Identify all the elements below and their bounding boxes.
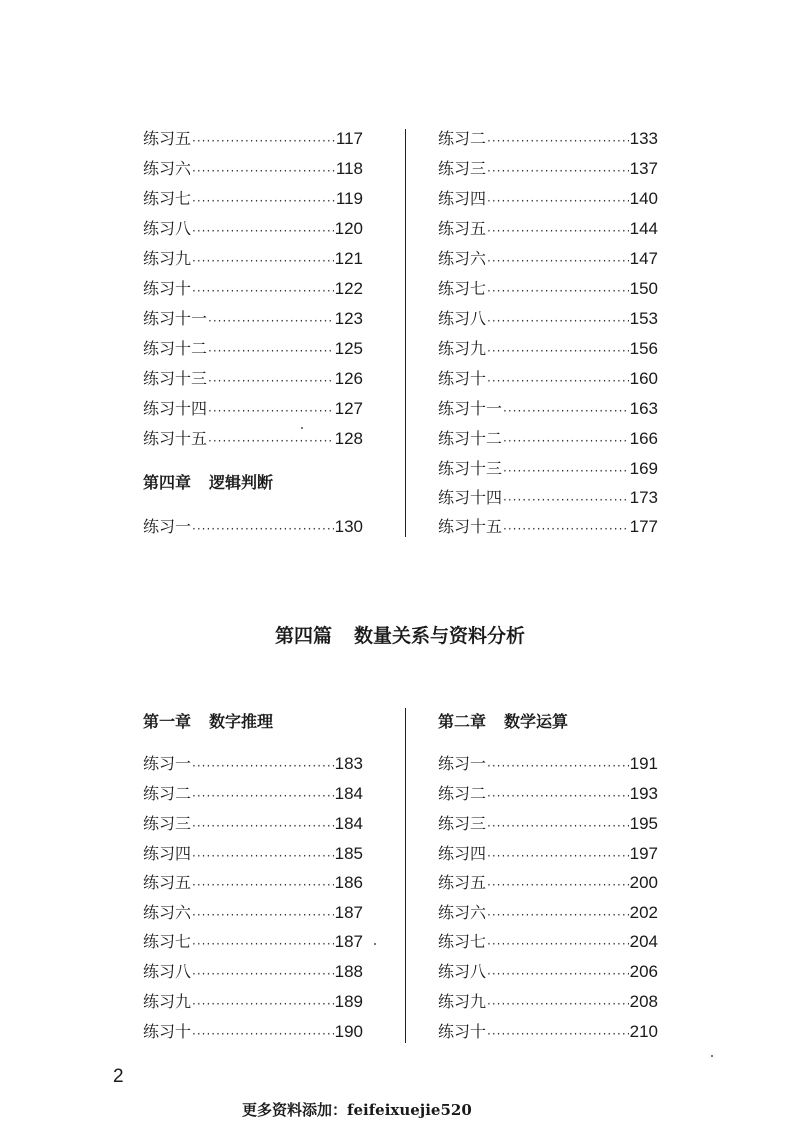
toc-entry[interactable] — [438, 843, 658, 865]
leader-dots — [192, 817, 334, 835]
entry-page: 150 — [629, 279, 658, 298]
entry-page: 210 — [629, 1022, 658, 1041]
entry-label: 练习十 — [143, 1022, 192, 1041]
entry-page: 144 — [629, 219, 658, 238]
leader-dots — [192, 965, 334, 983]
chapter-title: 逻辑判断 — [209, 473, 274, 492]
toc-entry[interactable] — [438, 783, 658, 805]
entry-page: 118 — [335, 159, 363, 178]
entry-page: 186 — [334, 873, 363, 892]
entry-label: 练习九 — [143, 249, 192, 268]
entry-label: 练习十四 — [143, 399, 208, 418]
toc-entry[interactable] — [438, 961, 658, 983]
leader-dots — [192, 935, 334, 953]
entry-label: 练习四 — [438, 189, 487, 208]
entry-label: 练习十 — [438, 369, 487, 388]
entry-label: 练习十 — [438, 1022, 487, 1041]
entry-label: 练习十 — [143, 279, 192, 298]
chapter-heading — [143, 709, 273, 732]
entry-label: 练习三 — [438, 159, 487, 178]
leader-dots — [487, 995, 629, 1013]
chapter-title: 数字推理 — [209, 712, 274, 731]
entry-page: 163 — [629, 399, 658, 418]
toc-entry[interactable] — [438, 1021, 658, 1043]
scan-speck — [711, 1055, 713, 1057]
entry-page: 204 — [629, 932, 658, 951]
entry-page: 208 — [629, 992, 658, 1011]
entry-label: 练习十三 — [143, 369, 208, 388]
entry-label: 练习十一 — [438, 399, 503, 418]
leader-dots — [487, 965, 629, 983]
entry-page: 197 — [629, 844, 658, 863]
entry-label: 练习九 — [143, 992, 192, 1011]
leader-dots — [487, 906, 629, 924]
entry-label: 练习十五 — [438, 517, 503, 536]
entry-page: 206 — [629, 962, 658, 981]
part-name: 数量关系与资料分析 — [354, 625, 526, 647]
scan-speck — [374, 943, 376, 945]
entry-label: 练习一 — [143, 754, 192, 773]
entry-page: 153 — [629, 309, 658, 328]
leader-dots — [192, 1025, 334, 1043]
toc-entry[interactable] — [438, 902, 658, 924]
leader-dots — [192, 847, 334, 865]
part-number: 第四篇 — [274, 625, 332, 647]
toc-entry[interactable] — [143, 813, 363, 835]
leader-dots — [487, 787, 629, 805]
entry-page: 120 — [334, 219, 363, 238]
entry-page: 119 — [335, 189, 363, 208]
leader-dots — [192, 995, 334, 1013]
entry-page: 156 — [629, 339, 658, 358]
page-number: 2 — [113, 1066, 124, 1087]
leader-dots — [487, 847, 629, 865]
entry-page: 128 — [334, 429, 363, 448]
leader-dots — [487, 757, 629, 775]
entry-page: 195 — [629, 814, 658, 833]
column-divider — [405, 129, 406, 537]
entry-label: 练习七 — [143, 189, 192, 208]
entry-page: 202 — [629, 903, 658, 922]
entry-page: 130 — [334, 517, 363, 536]
chapter-title: 数学运算 — [504, 712, 569, 731]
toc-entry[interactable] — [438, 872, 658, 894]
entry-label: 练习二 — [438, 784, 487, 803]
entry-label: 练习十五 — [143, 429, 208, 448]
leader-dots — [192, 757, 334, 775]
entry-label: 练习一 — [438, 754, 487, 773]
entry-label: 练习四 — [143, 844, 192, 863]
entry-label: 练习五 — [438, 219, 487, 238]
chapter-number: 第二章 — [438, 712, 487, 731]
toc-entry[interactable] — [143, 783, 363, 805]
entry-label: 练习二 — [438, 129, 487, 148]
entry-label: 练习九 — [438, 339, 487, 358]
entry-page: 147 — [629, 249, 658, 268]
entry-page: 191 — [629, 754, 658, 773]
entry-page: 121 — [334, 249, 363, 268]
leader-dots — [192, 906, 334, 924]
entry-label: 练习六 — [143, 903, 192, 922]
leader-dots — [487, 935, 629, 953]
entry-label: 练习五 — [143, 873, 192, 892]
entry-page: 187 — [334, 903, 363, 922]
entry-page: 125 — [334, 339, 363, 358]
entry-label: 练习十二 — [143, 339, 208, 358]
chapter-number: 第四章 — [143, 473, 192, 492]
entry-page: 177 — [629, 517, 658, 536]
leader-dots — [487, 876, 629, 894]
entry-label: 练习四 — [438, 844, 487, 863]
toc-bottom-left — [143, 0, 363, 1060]
entry-page: 137 — [629, 159, 658, 178]
entry-label: 练习八 — [438, 309, 487, 328]
entry-page: 160 — [629, 369, 658, 388]
entry-label: 练习十二 — [438, 429, 503, 448]
entry-label: 练习八 — [143, 219, 192, 238]
entry-page: 190 — [334, 1022, 363, 1041]
toc-entry[interactable] — [438, 813, 658, 835]
entry-label: 练习八 — [438, 962, 487, 981]
entry-label: 练习十三 — [438, 459, 503, 478]
entry-page: 166 — [629, 429, 658, 448]
part-title — [0, 621, 800, 648]
toc-entry[interactable] — [143, 902, 363, 924]
chapter-heading — [438, 709, 568, 732]
entry-page: 123 — [334, 309, 363, 328]
entry-page: 183 — [334, 754, 363, 773]
toc-entry[interactable] — [143, 753, 363, 775]
entry-page: 193 — [629, 784, 658, 803]
entry-label: 练习三 — [438, 814, 487, 833]
toc-entry[interactable] — [143, 991, 363, 1013]
entry-page: 117 — [335, 129, 363, 148]
entry-label: 练习一 — [143, 517, 192, 536]
chapter-number: 第一章 — [143, 712, 192, 731]
toc-entry[interactable] — [438, 753, 658, 775]
entry-page: 184 — [334, 784, 363, 803]
entry-page: 122 — [334, 279, 363, 298]
toc-entry[interactable] — [143, 961, 363, 983]
entry-page: 173 — [629, 488, 658, 507]
leader-dots — [192, 876, 334, 894]
toc-entry[interactable] — [143, 843, 363, 865]
entry-label: 练习九 — [438, 992, 487, 1011]
entry-page: 188 — [334, 962, 363, 981]
entry-page: 140 — [629, 189, 658, 208]
leader-dots — [192, 787, 334, 805]
entry-page: 133 — [629, 129, 658, 148]
scan-speck — [301, 427, 303, 429]
entry-page: 127 — [334, 399, 363, 418]
toc-bottom-right — [438, 0, 658, 1060]
entry-label: 练习七 — [143, 932, 192, 951]
entry-label: 练习八 — [143, 962, 192, 981]
toc-entry[interactable] — [143, 931, 363, 953]
toc-entry[interactable] — [438, 931, 658, 953]
entry-label: 练习五 — [143, 129, 192, 148]
leader-dots — [487, 817, 629, 835]
entry-page: 187 — [334, 932, 363, 951]
entry-label: 练习十一 — [143, 309, 208, 328]
entry-page: 169 — [629, 459, 658, 478]
column-divider — [405, 708, 406, 1043]
entry-label: 练习六 — [143, 159, 192, 178]
entry-page: 185 — [334, 844, 363, 863]
entry-label: 练习六 — [438, 249, 487, 268]
entry-label: 练习七 — [438, 279, 487, 298]
entry-label: 练习二 — [143, 784, 192, 803]
entry-page: 189 — [334, 992, 363, 1011]
toc-entry[interactable] — [143, 872, 363, 894]
entry-label: 练习十四 — [438, 488, 503, 507]
toc-entry[interactable] — [438, 991, 658, 1013]
entry-label: 练习三 — [143, 814, 192, 833]
entry-label: 练习七 — [438, 932, 487, 951]
entry-page: 200 — [629, 873, 658, 892]
toc-entry[interactable] — [143, 1021, 363, 1043]
entry-page: 184 — [334, 814, 363, 833]
footer-note: 更多资料添加：feifeixuejie520 — [242, 1101, 472, 1119]
entry-label: 练习五 — [438, 873, 487, 892]
entry-label: 练习六 — [438, 903, 487, 922]
entry-page: 126 — [334, 369, 363, 388]
leader-dots — [487, 1025, 629, 1043]
